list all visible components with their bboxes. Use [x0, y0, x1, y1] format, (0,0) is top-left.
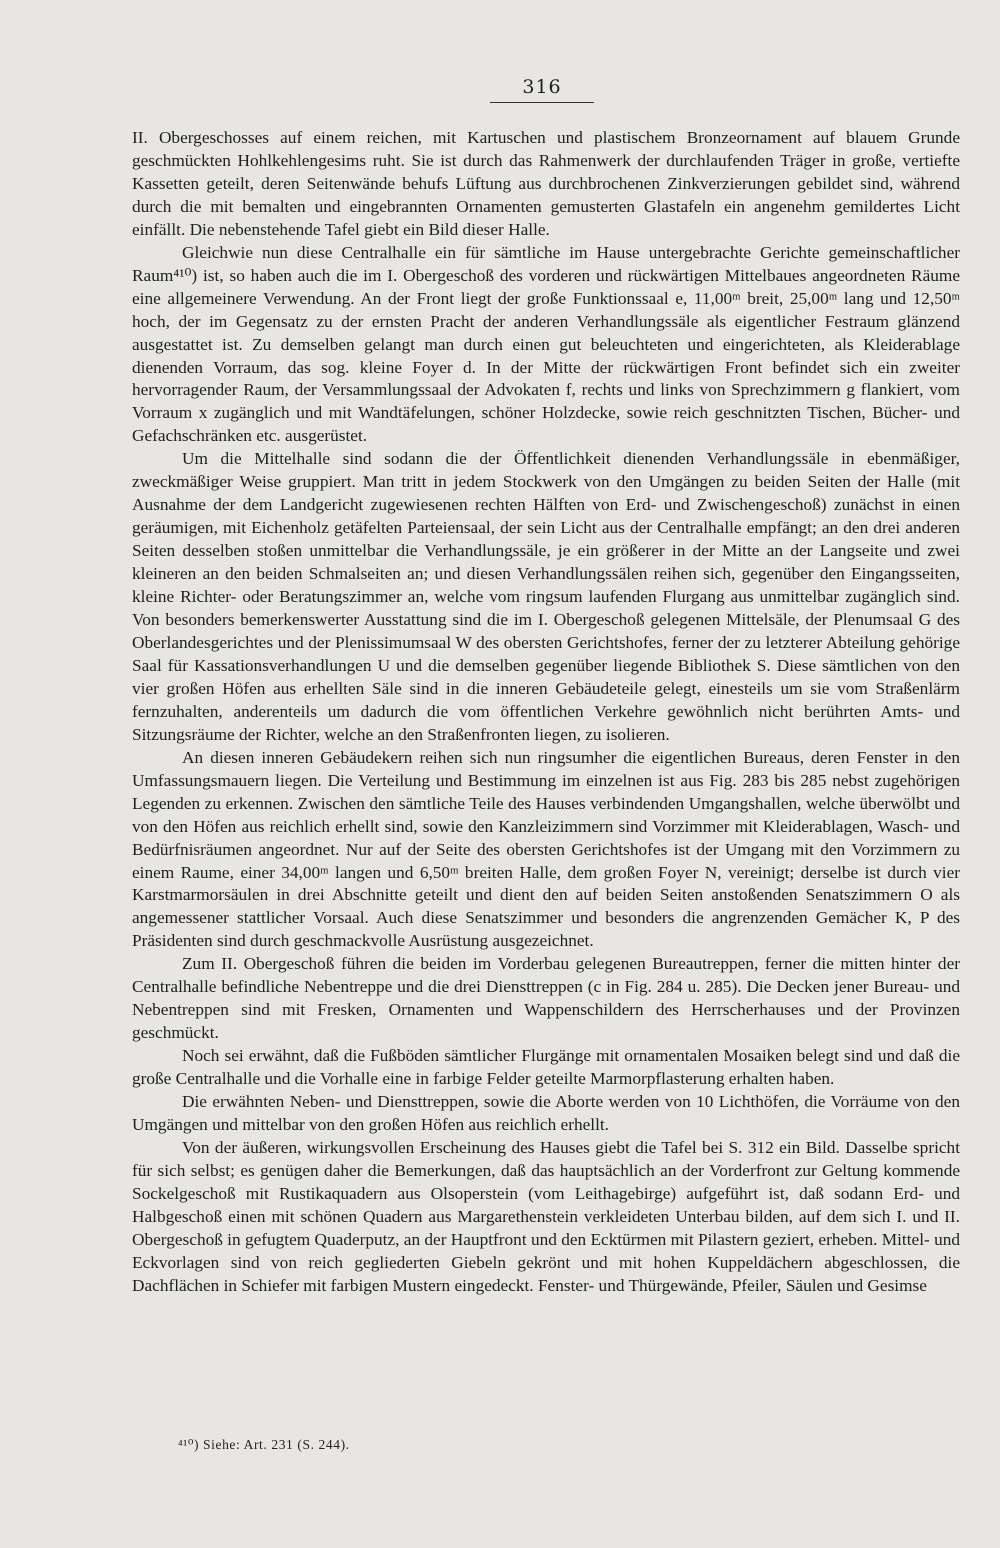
paragraph: II. Obergeschosses auf einem reichen, mit Kartuschen und plastischem Bronzeornament auf blauem Grunde geschmückten Hohlkehlengesims ruht. Sie ist durch das Rahmenwerk der durchlaufenden Träger in große, vertiefte Kassetten geteilt, deren Seitenwände behufs Lüftung aus durchbrochenen Zinkverzierungen gebildet sind, während durch die mit bemalten und eingebrannten Ornamenten gemusterten Glastafeln ein angenehm gemildertes Licht einfällt. Die nebenstehende Tafel giebt ein Bild dieser Halle. [132, 128, 960, 239]
paragraph: Die erwähnten Neben- und Diensttreppen, sowie die Aborte werden von 10 Lichthöfen, die Vorräume von den Umgängen und mittelbar von den großen Höfen aus reichlich erhellt. [132, 1092, 960, 1134]
paragraph: Zum II. Obergeschoß führen die beiden im Vorderbau gelegenen Bureautreppen, ferner die mitten hinter der Centralhalle befindliche Nebentreppe und die drei Diensttreppen (c in Fig. 284 u. 285). Die Decken jener Bureau- und Nebentreppen sind mit Fresken, Ornamenten und Wappenschildern des Herrscherhauses und der Provinzen geschmückt. [132, 954, 960, 1043]
paragraph: Noch sei erwähnt, daß die Fußböden sämtlicher Flurgänge mit ornamentalen Mosaiken belegt sind und daß die große Centralhalle und die Vorhalle eine in farbige Felder geteilte Marmorpflasterung erhalten haben. [132, 1046, 960, 1089]
paragraph: Um die Mittelhalle sind sodann die der Öffentlichkeit dienenden Verhandlungssäle in ebenmäßiger, zweckmäßiger Weise gruppiert. Man tritt in jedem Stockwerk von den Umgängen zu beiden Seiten der Halle (mit Ausnahme der dem Landgericht zugewiesenen rechten Hälften von Erd- und Zwischengeschoß) zunächst in einen geräumigen, mit Eichenholz getäfelten Parteiensaal, der sein Licht aus der Centralhalle empfängt; an den drei anderen Seiten desselben stoßen unmittelbar die Verhandlungssäle, je ein größerer in der Mitte an der Langseite und zwei kleineren an den beiden Schmalseiten an; und diesen Verhandlungssälen reihen sich, gegenüber den Eingangsseiten, kleine Richter- oder Beratungszimmer an, welche vom ringsum laufenden Flurgang aus unmittelbar zugänglich sind. Von besonders bemerkenswerter Ausstattung sind die im I. Obergeschoß gelegenen Mittelsäle, der Plenumsaal G des Oberlandesgerichtes und der Plenissimumsaal W des obersten Gerichtshofes, ferner der zu letzterer Abteilung gehörige Saal für Kassationsverhandlungen U und die demselben gegenüber liegende Bibliothek S. Diese sämtlichen von den vier großen Höfen aus erhellten Säle sind in die inneren Gebäudeteile gelegt, einesteils um sie vom Straßenlärm fernzuhalten, anderenteils um dadurch die vom öffentlichen Verkehre gewöhnlich nicht berührten Amts- und Sitzungsräume der Richter, welche an den Straßenfronten liegen, zu isolieren. [132, 449, 960, 744]
page-number: 316 [490, 76, 594, 103]
paragraph: An diesen inneren Gebäudekern reihen sich nun ringsumher die eigentlichen Bureaus, deren Fenster in den Umfassungsmauern liegen. Die Verteilung und Bestimmung im einzelnen ist aus Fig. 283 bis 285 nebst zugehörigen Legenden zu erkennen. Zwischen den sämtliche Teile des Hauses verbindenden Umgangshallen, welche überwölbt und von den Höfen aus reichlich erhellt sind, sowie den Kanzleizimmern sind Vorzimmer mit Kleiderablagen, Wasch- und Bedürfnisräumen angeordnet. Nur auf der Seite des obersten Gerichtshofes ist der Umgang mit den Vorzimmern zu einem Raume, einer 34,00ᵐ langen und 6,50ᵐ breiten Halle, dem großen Foyer N, vereinigt; derselbe ist durch vier Karstmarmorsäulen in drei Abschnitte geteilt und dient den auf beiden Seiten anstoßenden Senatszimmern O als angemessener stattlicher Vorsaal. Auch diese Senatszimmer und besonders die angrenzenden Gemächer K, P des Präsidenten sind durch geschmackvolle Ausrüstung ausgezeichnet. [132, 747, 960, 951]
body-text [132, 127, 960, 1298]
footnote: ⁴¹⁰) Siehe: Art. 231 (S. 244). [178, 1437, 350, 1452]
paragraph: Gleichwie nun diese Centralhalle ein für sämtliche im Hause untergebrachte Gerichte gemeinschaftlicher Raum⁴¹⁰) ist, so haben auch die im I. Obergeschoß des vorderen und rückwärtigen Mittelbaues angeordneten Räume eine allgemeinere Verwendung. An der Front liegt der große Funktionssaal e, 11,00ᵐ breit, 25,00ᵐ lang und 12,50ᵐ hoch, der im Gegensatz zu der ernsten Pracht der anderen Verhandlungssäle als eigentlicher Festraum glänzend ausgestattet ist. Zu demselben gelangt man durch einen gut beleuchteten und eingerichteten, als Kleiderablage dienenden Vorraum, das sog. kleine Foyer d. In der Mitte der rückwärtigen Front befindet sich ein zweiter hervorragender Raum, der Versammlungssaal der Advokaten f, rechts und links von Sprechzimmern g flankiert, vom Vorraum x zugänglich und mit Wandtäfelungen, schöner Holzdecke, sowie reich geschnitzten Tischen, Bücher- und Gefachschränken etc. ausgerüstet. [132, 242, 960, 446]
paragraph: Von der äußeren, wirkungsvollen Erscheinung des Hauses giebt die Tafel bei S. 312 ein Bild. Dasselbe spricht für sich selbst; es genügen daher die Bemerkungen, daß das hauptsächlich an der Vorderfront zur Geltung kommende Sockelgeschoß mit Rustikaquadern aus Olsoperstein (vom Leithagebirge) aufgeführt ist, daß sodann Erd- und Halbgeschoß einen mit schönen Quadern aus Margarethenstein verkleideten Unterbau bilden, auf dem sich I. und II. Obergeschoß in gefugtem Quaderputz, an der Hauptfront und den Ecktürmen mit Pilastern geziert, erheben. Mittel- und Eckvorlagen sind von reich gegliederten Giebeln gekrönt und mit hohen Kuppeldächern abgeschlossen, die Dachflächen in Schiefer mit farbigen Mustern eingedeckt. Fenster- und Thürgewände, Pfeiler, Säulen und Gesimse [132, 1137, 960, 1295]
